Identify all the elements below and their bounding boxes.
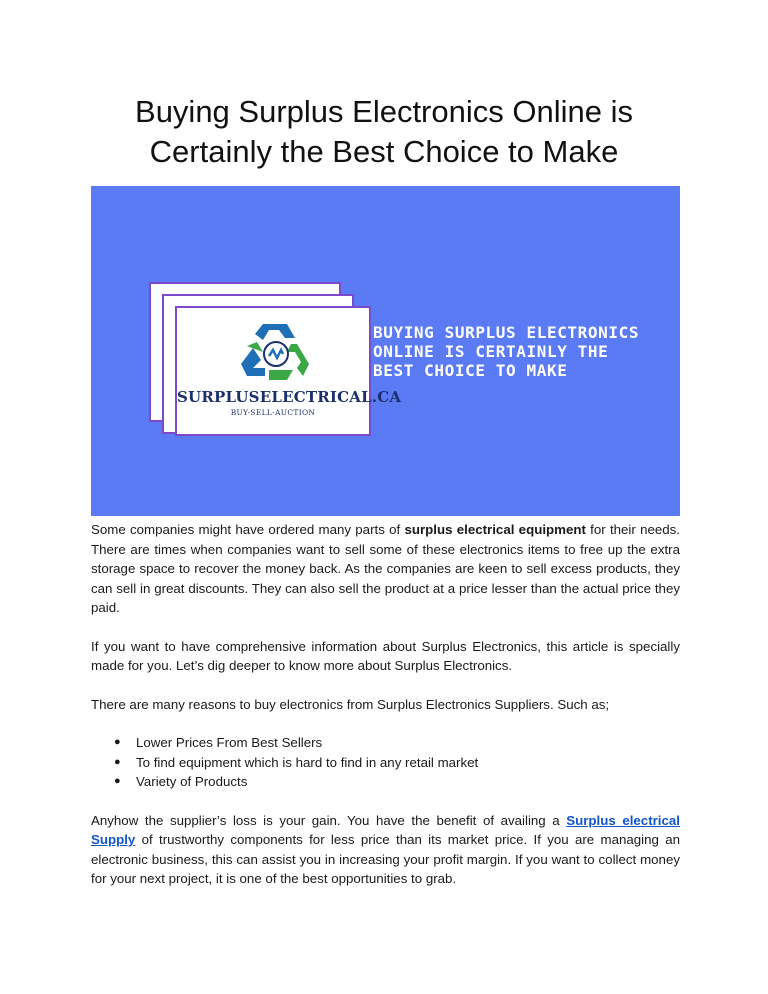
- paragraph-intro: [91, 520, 680, 618]
- bullet-icon: ●: [114, 775, 121, 787]
- page-title: [60, 92, 708, 172]
- paragraph-reasons: There are many reasons to buy electronics from Surplus Electronics Suppliers. Such as;: [91, 696, 610, 712]
- banner-headline-line-1: BUYING SURPLUS ELECTRONICS: [373, 323, 640, 342]
- recycle-icon: [233, 318, 317, 388]
- paragraph-closing: [91, 811, 680, 889]
- surplus-electrical-supply-link[interactable]: Surplus electrical Supply: [91, 812, 680, 847]
- title-line-2: Certainly the Best Choice to Make: [149, 134, 619, 169]
- bullet-icon: ●: [114, 736, 121, 748]
- list-item: [114, 733, 680, 753]
- article-body: [91, 520, 680, 908]
- bullet-icon: ●: [114, 755, 121, 768]
- banner-headline-line-3: BEST CHOICE TO MAKE: [373, 361, 568, 380]
- list-item-text: Lower Prices From Best Sellers: [136, 735, 323, 750]
- logo-card-front: [175, 306, 402, 436]
- list-item-text: To find equipment which is hard to find in any retail market: [136, 754, 479, 770]
- title-line-1: Buying Surplus Electronics Online is: [135, 94, 633, 129]
- paragraph-info: If you want to have comprehensive information about Surplus Electronics, this article is specially made for you. Let’s dig deeper to know more about Surplus Electronics.: [91, 638, 680, 673]
- hero-banner-image: [91, 186, 680, 516]
- banner-headline-line-2: ONLINE IS CERTAINLY THE: [373, 342, 609, 361]
- list-item: [114, 753, 680, 773]
- list-item-text: Variety of Products: [136, 774, 248, 789]
- logo-name: SURPLUSELECTRICAL.CA: [177, 388, 402, 406]
- paragraph-intro-text-end: for their needs. There are times when companies want to sell some of these electronics items to free up the extra storage space to recover the money back. As the companies are keen to sell excess products, they can sell in great discounts. They can also sell the product at a price lesser than the actual price they paid.: [91, 522, 680, 615]
- reasons-list: [91, 733, 680, 792]
- paragraph-closing-text-start: Anyhow the supplier’s loss is your gain. You have the benefit of availing a: [91, 812, 567, 828]
- paragraph-intro-text-start: Some companies might have ordered many parts of: [91, 522, 405, 537]
- paragraph-closing-text-end: of trustworthy components for less price than its market price. If you are managing an electronic business, this can assist you in increasing your profit margin. If you want to collect money for your next project, it is one of the best opportunities to grab.: [91, 832, 680, 886]
- banner-headline: [373, 323, 678, 380]
- list-item: [114, 772, 680, 792]
- bold-keyword: surplus electrical equipment: [404, 522, 586, 537]
- logo-tagline: BUY-SELL-AUCTION: [230, 408, 316, 417]
